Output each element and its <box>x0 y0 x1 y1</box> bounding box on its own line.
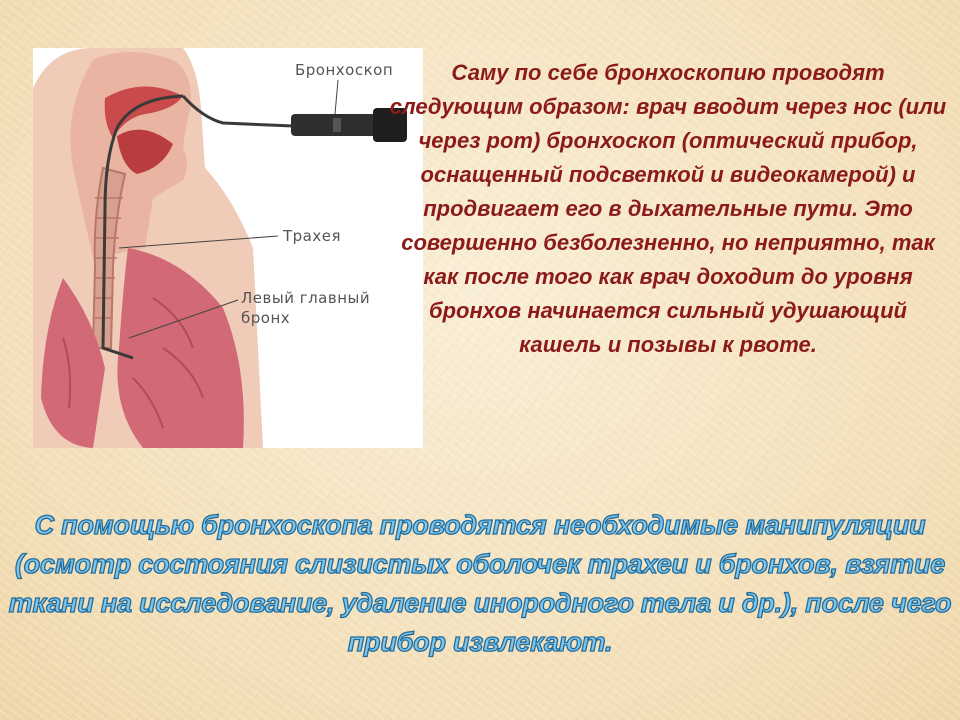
label-left-bronchus-line2: бронх <box>241 309 291 327</box>
label-trachea: Трахея <box>283 227 342 245</box>
procedure-summary: С помощью бронхоскопа проводятся необходимые манипуляции (осмотр состояния слизистых оболочек трахеи и бронхов, взятие ткани на исследование, удаление инородного тела и др.), после чего прибор извлекают. <box>8 510 952 657</box>
anatomy-illustration <box>33 48 423 448</box>
label-left-bronchus-line1: Левый главный <box>241 289 371 307</box>
label-bronchoscope: Бронхоскоп <box>295 61 394 79</box>
procedure-description: Саму по себе бронхоскопию проводят следующим образом: врач вводит через нос (или через рот) бронхоскоп (оптический прибор, оснащенный подсветкой и видеокамерой) и продвигает его в дыхательные пути. Это совершенно безболезненно, но неприятно, так как после того как врач доходит до уровня бронхов начинается сильный удушающий кашель и позывы к рвоте. <box>389 60 947 357</box>
bronchoscopy-diagram <box>33 48 423 448</box>
leader-bronchoscope <box>335 80 338 114</box>
label-left-bronchus <box>241 288 370 328</box>
